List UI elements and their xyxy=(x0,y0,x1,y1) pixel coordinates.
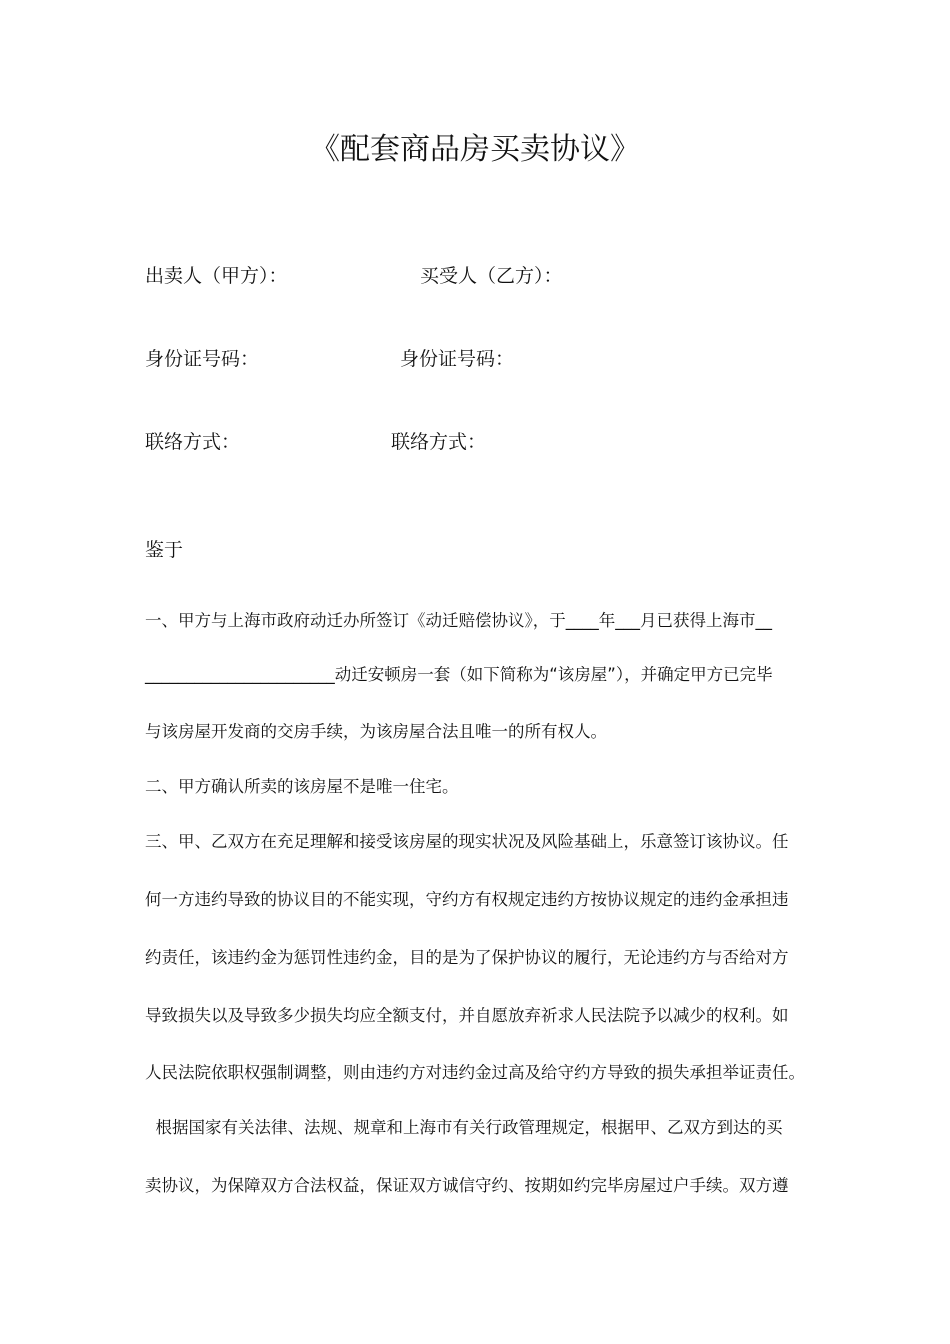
seller-label: 出卖人（甲方）： xyxy=(145,265,288,287)
clause-line: 与该房屋开发商的交房手续，为该房屋合法且唯一的所有权人。 xyxy=(145,722,607,741)
clause-line: 卖协议，为保障双方合法权益，保证双方诚信守约、按期如约完毕房屋过户手续。双方遵 xyxy=(145,1176,789,1195)
clause-line: _______________________动迁安顿房一套（如下简称为“该房屋”），并确定甲方已完毕 xyxy=(145,665,773,684)
buyer-contact-label: 联络方式： xyxy=(391,431,487,453)
buyer-id-label: 身份证号码： xyxy=(400,348,515,370)
clause-line: 二、甲方确认所卖的该房屋不是唯一住宅。 xyxy=(145,777,459,796)
document-title: 《配套商品房买卖协议》 xyxy=(310,132,640,167)
clause-line: 人民法院依职权强制调整，则由违约方对违约金过高及给守约方导致的损失承担举证责任。 xyxy=(145,1063,805,1082)
seller-id-label: 身份证号码： xyxy=(145,348,260,370)
clause-line: 导致损失以及导致多少损失均应全额支付，并自愿放弃祈求人民法院予以减少的权利。如 xyxy=(145,1006,789,1025)
whereas-heading: 鉴于 xyxy=(145,539,184,561)
clause-line: 约责任，该违约金为惩罚性违约金，目的是为了保护协议的履行，无论违约方与否给对方 xyxy=(145,948,789,967)
seller-contact-label: 联络方式： xyxy=(145,431,241,453)
buyer-label: 买受人（乙方）： xyxy=(420,265,563,287)
clause-line: 何一方违约导致的协议目的不能实现，守约方有权规定违约方按协议规定的违约金承担违 xyxy=(145,890,789,909)
clause-line: 根据国家有关法律、法规、规章和上海市有关行政管理规定，根据甲、乙双方到达的买 xyxy=(145,1118,783,1137)
clause-line: 一、甲方与上海市政府动迁办所签订《动迁赔偿协议》，于____年___月已获得上海市__ xyxy=(145,611,772,630)
clause-line: 三、甲、乙双方在充足理解和接受该房屋的现实状况及风险基础上，乐意签订该协议。任 xyxy=(145,832,789,851)
